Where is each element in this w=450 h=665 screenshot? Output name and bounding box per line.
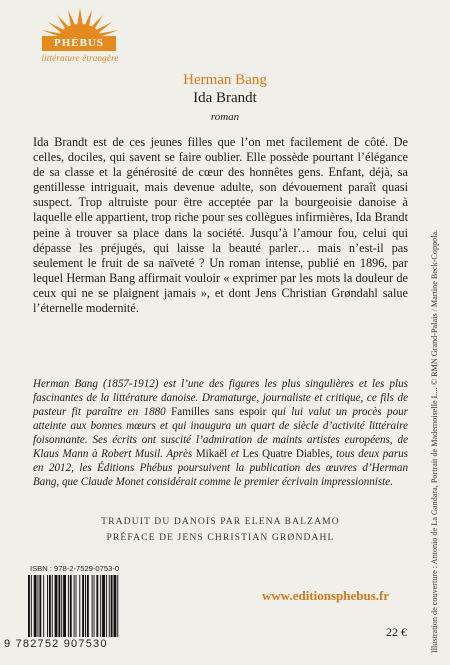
translation-credit: TRADUIT DU DANOIS PAR ELENA BALZAMO [101, 516, 340, 527]
barcode-bar [94, 575, 95, 637]
barcode-bar [58, 575, 60, 637]
bio-text-4: , tous deux parus en 2012, les Éditions Phébus poursuivent la publication des œuvres d’Herman Bang, que Claude Monet considérait comme le premier écrivain impressionniste. [33, 448, 408, 488]
back-cover-blurb: Ida Brandt est de ces jeunes filles que l’on met facilement de côté. De celles, dociles, qui savent se faire oublier. Elle possède pourtant l’élégance de sa classe et la générosité de cœur des honnêtes gens. Enfant, déjà, sa gentillesse intriguait, mais devenue adulte, son dévouement paraît quasi suspect. Trop altruiste pour être acceptée par la bourgeoisie danoise à laquelle elle appartient, trop riche pour ses collègues infirmières, Ida Brandt peine à trouver sa place dans la société. Jusqu’à l’amour fou, celui qui dépasse les préjugés, qui laisse la beauté parler… mais n’est-il pas seulement le fruit de sa naïveté ? Un roman intense, publié en 1896, par lequel Herman Bang affirmait vouloir « exprimer par les mots la douleur de ceux qui ne se plaignent jamais », et dont Jens Christian Grøndahl salue l’éternelle modernité. [33, 135, 408, 316]
barcode-bar [111, 575, 113, 637]
book-title: Ida Brandt [193, 90, 257, 106]
barcode-bar [63, 575, 66, 637]
publisher-name: PHÉBUS [42, 36, 116, 51]
barcode-bar [82, 575, 84, 637]
book-author: Herman Bang [183, 72, 267, 88]
cover-illustration-credit: Illustration de couverture : Antonio de La Gandara, Portrait de Mademoiselle L... © RMN Grand-Palais / Martine Beck-Coppola. [430, 229, 439, 653]
author-biography [33, 377, 408, 489]
barcode-number: 9 782752 907530 [4, 638, 108, 650]
barcode-bar [31, 575, 32, 637]
barcode-bar [52, 575, 53, 637]
barcode-bar [28, 575, 30, 637]
barcode-bar [47, 575, 48, 637]
barcode-bar [43, 575, 44, 637]
barcode-bar [49, 575, 51, 637]
barcode-bar [87, 575, 89, 637]
barcode-bar [100, 575, 101, 637]
publisher-collection: littérature étrangère [41, 53, 119, 63]
bio-text-3: et [227, 448, 243, 460]
barcode-bar [117, 575, 118, 637]
barcode-bar [76, 575, 77, 637]
barcode-bar [96, 575, 98, 637]
bio-work-title-1: Familles sans espoir [171, 406, 267, 418]
barcode-bar [68, 575, 69, 637]
bio-text-2: qui lui valut un procès pour atteinte aux bonnes mœurs et qui inaugura un quart de siècle d’activité littéraire foisonnante. Ses écrits ont suscité l’admiration de maints artistes européens, de Klaus Mann à Robert Musil. Après [33, 406, 408, 460]
barcode-bar [102, 575, 105, 637]
barcode-bar [74, 575, 75, 637]
publisher-website: www.editionsphebus.fr [262, 588, 390, 603]
barcode-bar [39, 575, 41, 637]
bio-work-title-2: Mikaël [195, 448, 228, 460]
price: 22 € [386, 625, 407, 639]
bio-work-title-3: Les Quatre Diables [242, 448, 330, 460]
barcode-bar [34, 575, 37, 637]
barcode-bar [38, 575, 39, 637]
barcode-bar [106, 575, 107, 637]
bio-text-1: Herman Bang (1857-1912) est l’une des figures les plus singulières et les plus fascinantes de la littérature danoise. Dramaturge, journaliste et critique, ce fils de pasteur fit paraître en 1880 [33, 378, 408, 418]
isbn: ISBN : 978-2-7529-0753-0 [30, 564, 120, 573]
publisher-logo [30, 6, 130, 66]
barcode-bar [79, 575, 80, 637]
barcode-bar [85, 575, 86, 637]
preface-credit: PRÉFACE DE JENS CHRISTIAN GRØNDAHL [106, 532, 335, 543]
barcode-bar [114, 575, 117, 637]
barcode-bar [55, 575, 58, 637]
book-genre: roman [210, 111, 240, 123]
barcode-bar [109, 575, 110, 637]
barcode [28, 575, 146, 637]
barcode-bar [61, 575, 62, 637]
sun-icon [30, 6, 130, 40]
barcode-bar [92, 575, 93, 637]
barcode-bar [70, 575, 72, 637]
